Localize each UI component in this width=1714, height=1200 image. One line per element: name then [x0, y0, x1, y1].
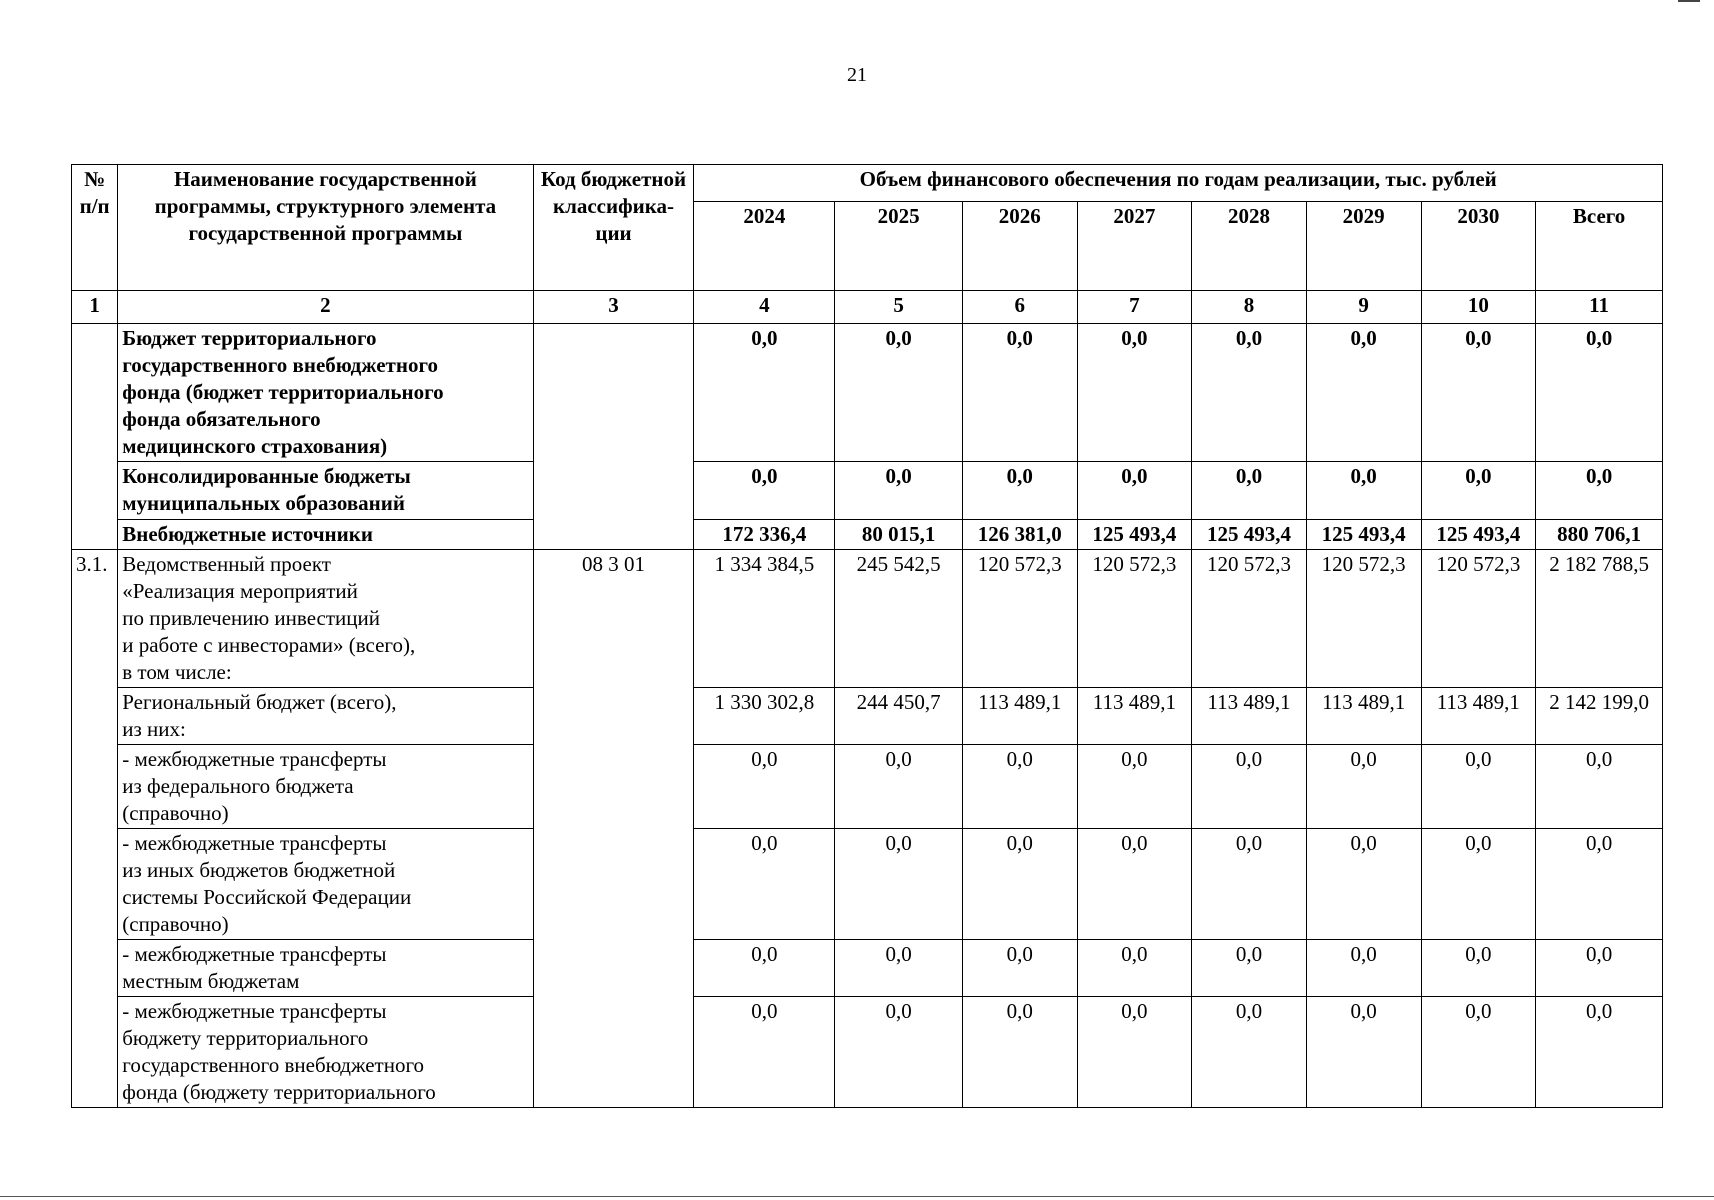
row-value-2024: 0,0 [694, 324, 835, 462]
row-value-Всего: 0,0 [1536, 745, 1663, 829]
row-value-2030: 0,0 [1421, 462, 1536, 520]
row-value-2024: 1 330 302,8 [694, 688, 835, 745]
row-value-2024: 1 334 384,5 [694, 550, 835, 688]
row-value-2026: 126 381,0 [962, 520, 1077, 550]
row-value-2026: 0,0 [962, 940, 1077, 997]
row-value-2025: 244 450,7 [835, 688, 963, 745]
header-year: 2025 [835, 202, 963, 291]
row-value-2029: 113 489,1 [1306, 688, 1421, 745]
row-value-Всего: 0,0 [1536, 462, 1663, 520]
table-row [72, 550, 1663, 688]
table-row [72, 324, 1663, 462]
table-body [72, 324, 1663, 1108]
row-value-2029: 125 493,4 [1306, 520, 1421, 550]
scan-edge-mark [1678, 0, 1700, 2]
row-value-2025: 80 015,1 [835, 520, 963, 550]
row-value-Всего: 0,0 [1536, 324, 1663, 462]
row-name: - межбюджетные трансферты бюджету территориального государственного внебюджетного фонда (бюджету территориального [118, 997, 533, 1108]
financing-table [71, 164, 1663, 1108]
row-value-2025: 0,0 [835, 324, 963, 462]
row-value-2026: 0,0 [962, 324, 1077, 462]
row-value-2026: 0,0 [962, 745, 1077, 829]
header-year: 2029 [1306, 202, 1421, 291]
header-year: 2027 [1077, 202, 1192, 291]
header-name: Наименование государственной программы, структурного элемента государственной программы [118, 165, 533, 291]
row-value-2029: 120 572,3 [1306, 550, 1421, 688]
row-value-2030: 125 493,4 [1421, 520, 1536, 550]
column-number: 11 [1536, 291, 1663, 324]
column-number: 10 [1421, 291, 1536, 324]
row-value-2026: 120 572,3 [962, 550, 1077, 688]
row-value-2029: 0,0 [1306, 324, 1421, 462]
header-year: 2024 [694, 202, 835, 291]
column-number: 4 [694, 291, 835, 324]
row-value-2030: 113 489,1 [1421, 688, 1536, 745]
row-value-2027: 0,0 [1077, 324, 1192, 462]
row-budget-code: 08 3 01 [533, 550, 694, 1108]
row-value-2028: 0,0 [1192, 324, 1307, 462]
row-value-2026: 0,0 [962, 997, 1077, 1108]
row-value-2030: 0,0 [1421, 829, 1536, 940]
row-name: Внебюджетные источники [118, 520, 533, 550]
row-value-2024: 0,0 [694, 829, 835, 940]
row-value-2025: 0,0 [835, 829, 963, 940]
row-value-2028: 125 493,4 [1192, 520, 1307, 550]
header-volume: Объем финансового обеспечения по годам реализации, тыс. рублей [694, 165, 1663, 202]
table-row [72, 940, 1663, 997]
row-value-2026: 0,0 [962, 462, 1077, 520]
column-numbers-row [72, 291, 1663, 324]
header-year: Всего [1536, 202, 1663, 291]
row-name: - межбюджетные трансферты из иных бюджетов бюджетной системы Российской Федерации (справочно) [118, 829, 533, 940]
row-value-Всего: 0,0 [1536, 997, 1663, 1108]
row-value-2028: 0,0 [1192, 829, 1307, 940]
row-value-2028: 0,0 [1192, 997, 1307, 1108]
row-value-Всего: 2 182 788,5 [1536, 550, 1663, 688]
row-value-2029: 0,0 [1306, 997, 1421, 1108]
row-value-2027: 0,0 [1077, 940, 1192, 997]
header-index: № п/п [72, 165, 118, 291]
row-value-Всего: 880 706,1 [1536, 520, 1663, 550]
row-value-2027: 0,0 [1077, 745, 1192, 829]
row-value-2025: 245 542,5 [835, 550, 963, 688]
row-name: Региональный бюджет (всего), из них: [118, 688, 533, 745]
header-row [72, 165, 1663, 202]
row-name: Консолидированные бюджеты муниципальных образований [118, 462, 533, 520]
column-number: 9 [1306, 291, 1421, 324]
row-value-2029: 0,0 [1306, 462, 1421, 520]
header-year: 2028 [1192, 202, 1307, 291]
column-number: 8 [1192, 291, 1307, 324]
row-value-Всего: 0,0 [1536, 940, 1663, 997]
header-code: Код бюджетной классифика-ции [533, 165, 694, 291]
table-row [72, 829, 1663, 940]
column-number: 7 [1077, 291, 1192, 324]
row-value-2024: 0,0 [694, 940, 835, 997]
column-number: 3 [533, 291, 694, 324]
row-value-2029: 0,0 [1306, 745, 1421, 829]
row-value-2028: 0,0 [1192, 745, 1307, 829]
row-name: Ведомственный проект «Реализация мероприятий по привлечению инвестиций и работе с инвесторами» (всего), в том числе: [118, 550, 533, 688]
row-value-2027: 0,0 [1077, 462, 1192, 520]
row-value-2028: 120 572,3 [1192, 550, 1307, 688]
header-year: 2026 [962, 202, 1077, 291]
row-value-2025: 0,0 [835, 462, 963, 520]
header-year: 2030 [1421, 202, 1536, 291]
scan-edge-line [0, 1196, 1714, 1197]
row-value-2027: 120 572,3 [1077, 550, 1192, 688]
column-number: 1 [72, 291, 118, 324]
row-value-2029: 0,0 [1306, 940, 1421, 997]
row-value-2024: 0,0 [694, 997, 835, 1108]
row-value-2030: 0,0 [1421, 324, 1536, 462]
row-value-2030: 120 572,3 [1421, 550, 1536, 688]
row-value-2027: 0,0 [1077, 997, 1192, 1108]
page-number: 21 [847, 64, 867, 86]
row-index [72, 324, 118, 550]
row-value-2029: 0,0 [1306, 829, 1421, 940]
row-value-2030: 0,0 [1421, 997, 1536, 1108]
row-value-2027: 0,0 [1077, 829, 1192, 940]
row-index: 3.1. [72, 550, 118, 1108]
row-value-2028: 113 489,1 [1192, 688, 1307, 745]
row-budget-code [533, 324, 694, 550]
table-row [72, 745, 1663, 829]
row-value-2024: 0,0 [694, 745, 835, 829]
row-value-2027: 113 489,1 [1077, 688, 1192, 745]
row-name: - межбюджетные трансферты из федерального бюджета (справочно) [118, 745, 533, 829]
row-value-2028: 0,0 [1192, 940, 1307, 997]
table-row [72, 520, 1663, 550]
row-value-2026: 113 489,1 [962, 688, 1077, 745]
column-number: 2 [118, 291, 533, 324]
row-value-2025: 0,0 [835, 745, 963, 829]
row-value-2025: 0,0 [835, 940, 963, 997]
table-row [72, 688, 1663, 745]
row-name: Бюджет территориального государственного внебюджетного фонда (бюджет территориального фонда обязательного медицинского страхования) [118, 324, 533, 462]
row-value-2028: 0,0 [1192, 462, 1307, 520]
row-value-2024: 0,0 [694, 462, 835, 520]
column-number: 6 [962, 291, 1077, 324]
column-number: 5 [835, 291, 963, 324]
table-row [72, 462, 1663, 520]
row-value-2030: 0,0 [1421, 940, 1536, 997]
row-value-Всего: 2 142 199,0 [1536, 688, 1663, 745]
row-value-2030: 0,0 [1421, 745, 1536, 829]
table-row [72, 997, 1663, 1108]
row-value-2025: 0,0 [835, 997, 963, 1108]
row-name: - межбюджетные трансферты местным бюджетам [118, 940, 533, 997]
row-value-2026: 0,0 [962, 829, 1077, 940]
row-value-Всего: 0,0 [1536, 829, 1663, 940]
row-value-2024: 172 336,4 [694, 520, 835, 550]
row-value-2027: 125 493,4 [1077, 520, 1192, 550]
